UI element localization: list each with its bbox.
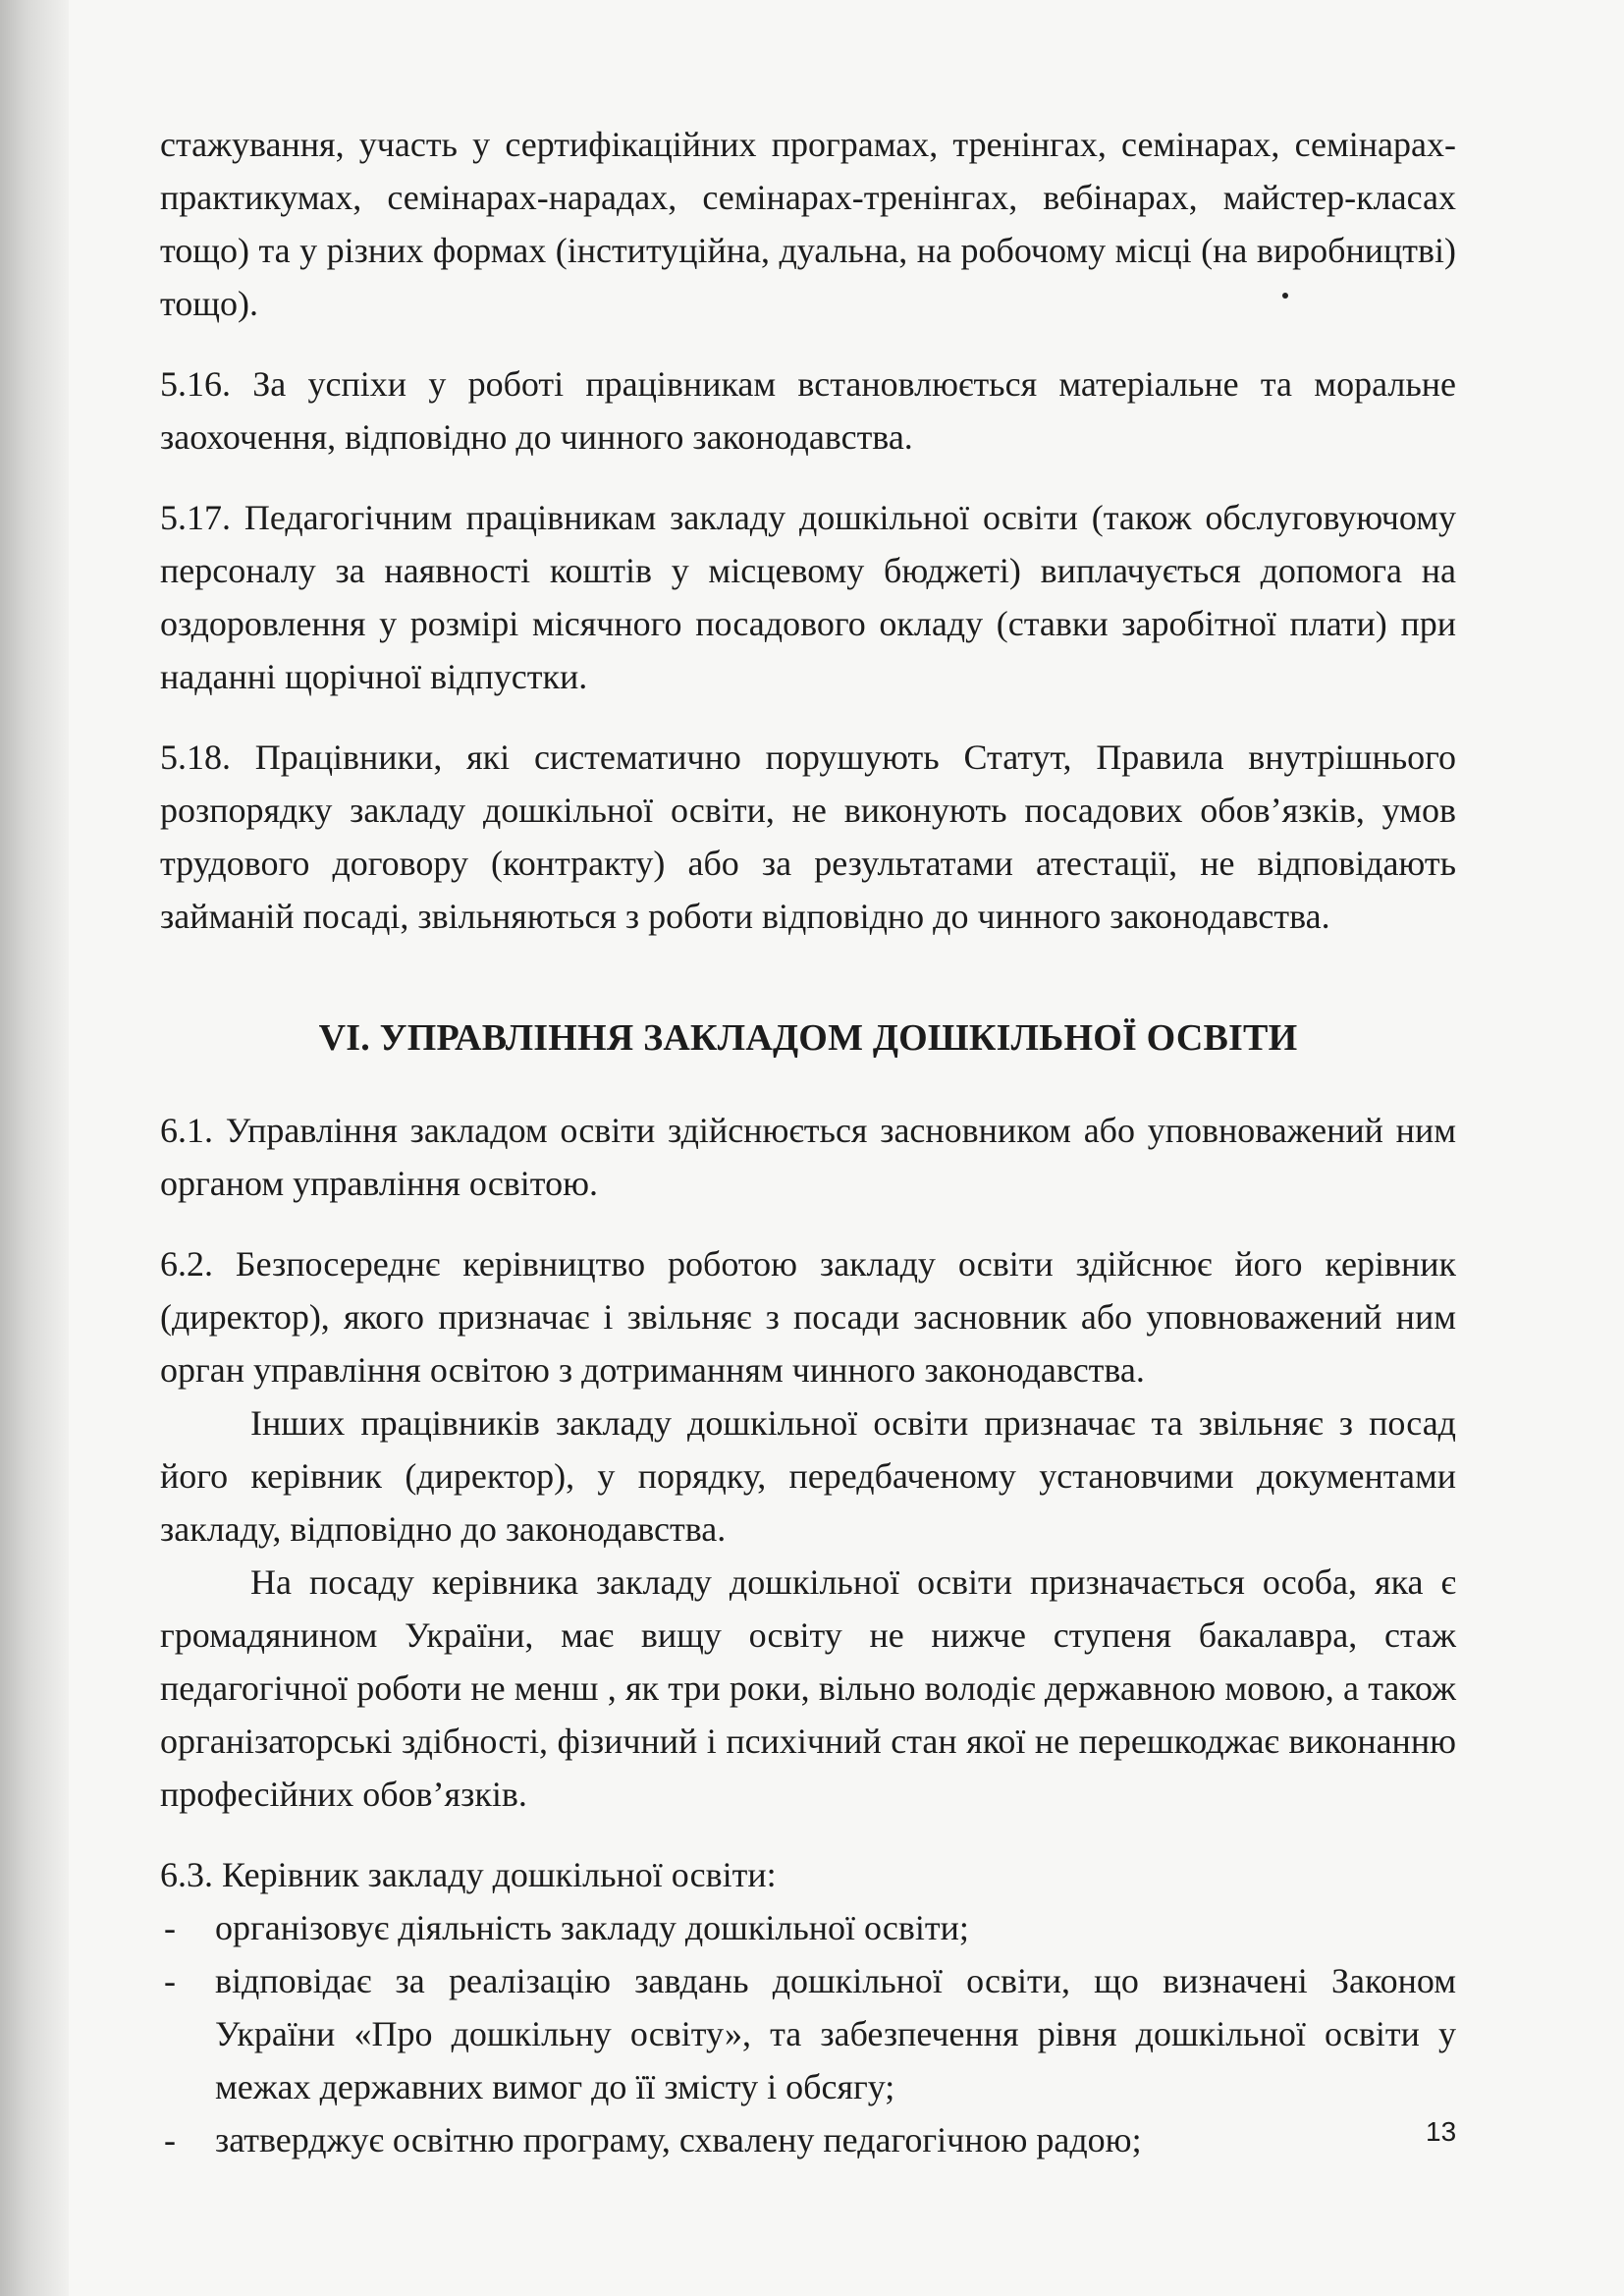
list-dash: - bbox=[164, 1908, 176, 1947]
paragraph-5-17: 5.17. Педагогічним працівникам закладу дошкільної освіти (також обслуговуючому персоналу за наявності коштів у місцевому бюджеті) виплачується допомога на оздоровлення у розмірі місячного посадового окладу (ставки заробітної плати) при наданні щорічної відпустки. bbox=[160, 498, 1456, 696]
paragraph-5-18: 5.18. Працівники, які систематично порушують Статут, Правила внутрішнього розпорядку закладу дошкільної освіти, не виконують посадових обов’язків, умов трудового договору (контракту) або за результатами атестації, не відповідають займаній посаді, звільняються з роботи відповідно до чинного законодавства. bbox=[160, 738, 1456, 936]
page-number: 13 bbox=[1426, 2116, 1457, 2147]
duties-list bbox=[160, 1901, 1456, 2166]
paragraph-continuation: стажування, участь у сертифікаційних програмах, тренінгах, семінарах, семінарах-практикумах, семінарах-нарадах, семінарах-тренінгах, вебінарах, майстер-класах тощо) та у різних формах (інституційна, дуальна, на робочому місці (на виробництві) тощо). bbox=[160, 125, 1456, 323]
list-item-text: затверджує освітню програму, схвалену педагогічною радою; bbox=[215, 2120, 1142, 2159]
list-item-text: відповідає за реалізацію завдань дошкільної освіти, що визначені Законом України «Про дошкільну освіту», та забезпечення рівня дошкільної освіти у межах державних вимог до її змісту і обсягу; bbox=[215, 1961, 1456, 2106]
paragraph-6-2-head-requirements: На посаду керівника закладу дошкільної освіти призначається особа, яка є громадянином України, має вищу освіту не нижче ступеня бакалавра, стаж педагогічної роботи не менш , як три роки, вільно володіє державною мовою, а також організаторські здібності, фізичний і психічний стан якої не перешкоджає виконанню професійних обов’язків. bbox=[160, 1562, 1456, 1814]
list-item bbox=[160, 1954, 1456, 2113]
page-content bbox=[160, 118, 1456, 2166]
paragraph-6-1: 6.1. Управління закладом освіти здійснюється засновником або уповноважений ним органом управління освітою. bbox=[160, 1111, 1456, 1203]
list-item-text: організовує діяльність закладу дошкільної освіти; bbox=[215, 1908, 969, 1947]
paragraph-6-2: 6.2. Безпосереднє керівництво роботою закладу освіти здійснює його керівник (директор), якого призначає і звільняє з посади засновник або уповноважений ним орган управління освітою з дотриманням чинного законодавства. bbox=[160, 1244, 1456, 1390]
list-item bbox=[160, 1901, 1456, 1954]
list-dash: - bbox=[164, 2120, 176, 2159]
paragraph-6-3: 6.3. Керівник закладу дошкільної освіти: bbox=[160, 1855, 777, 1894]
scan-binding-shadow bbox=[0, 0, 69, 2296]
paragraph-6-2-staff: Інших працівників закладу дошкільної освіти призначає та звільняє з посад його керівник (директор), у порядку, передбаченому установчими документами закладу, відповідно до законодавства. bbox=[160, 1403, 1456, 1549]
list-dash: - bbox=[164, 1961, 176, 2000]
list-item bbox=[160, 2113, 1456, 2166]
section-heading: VI. УПРАВЛІННЯ ЗАКЛАДОМ ДОШКІЛЬНОЇ ОСВІТИ bbox=[318, 1017, 1298, 1059]
paragraph-5-16: 5.16. За успіхи у роботі працівникам встановлюється матеріальне та моральне заохочення, відповідно до чинного законодавства. bbox=[160, 364, 1456, 457]
